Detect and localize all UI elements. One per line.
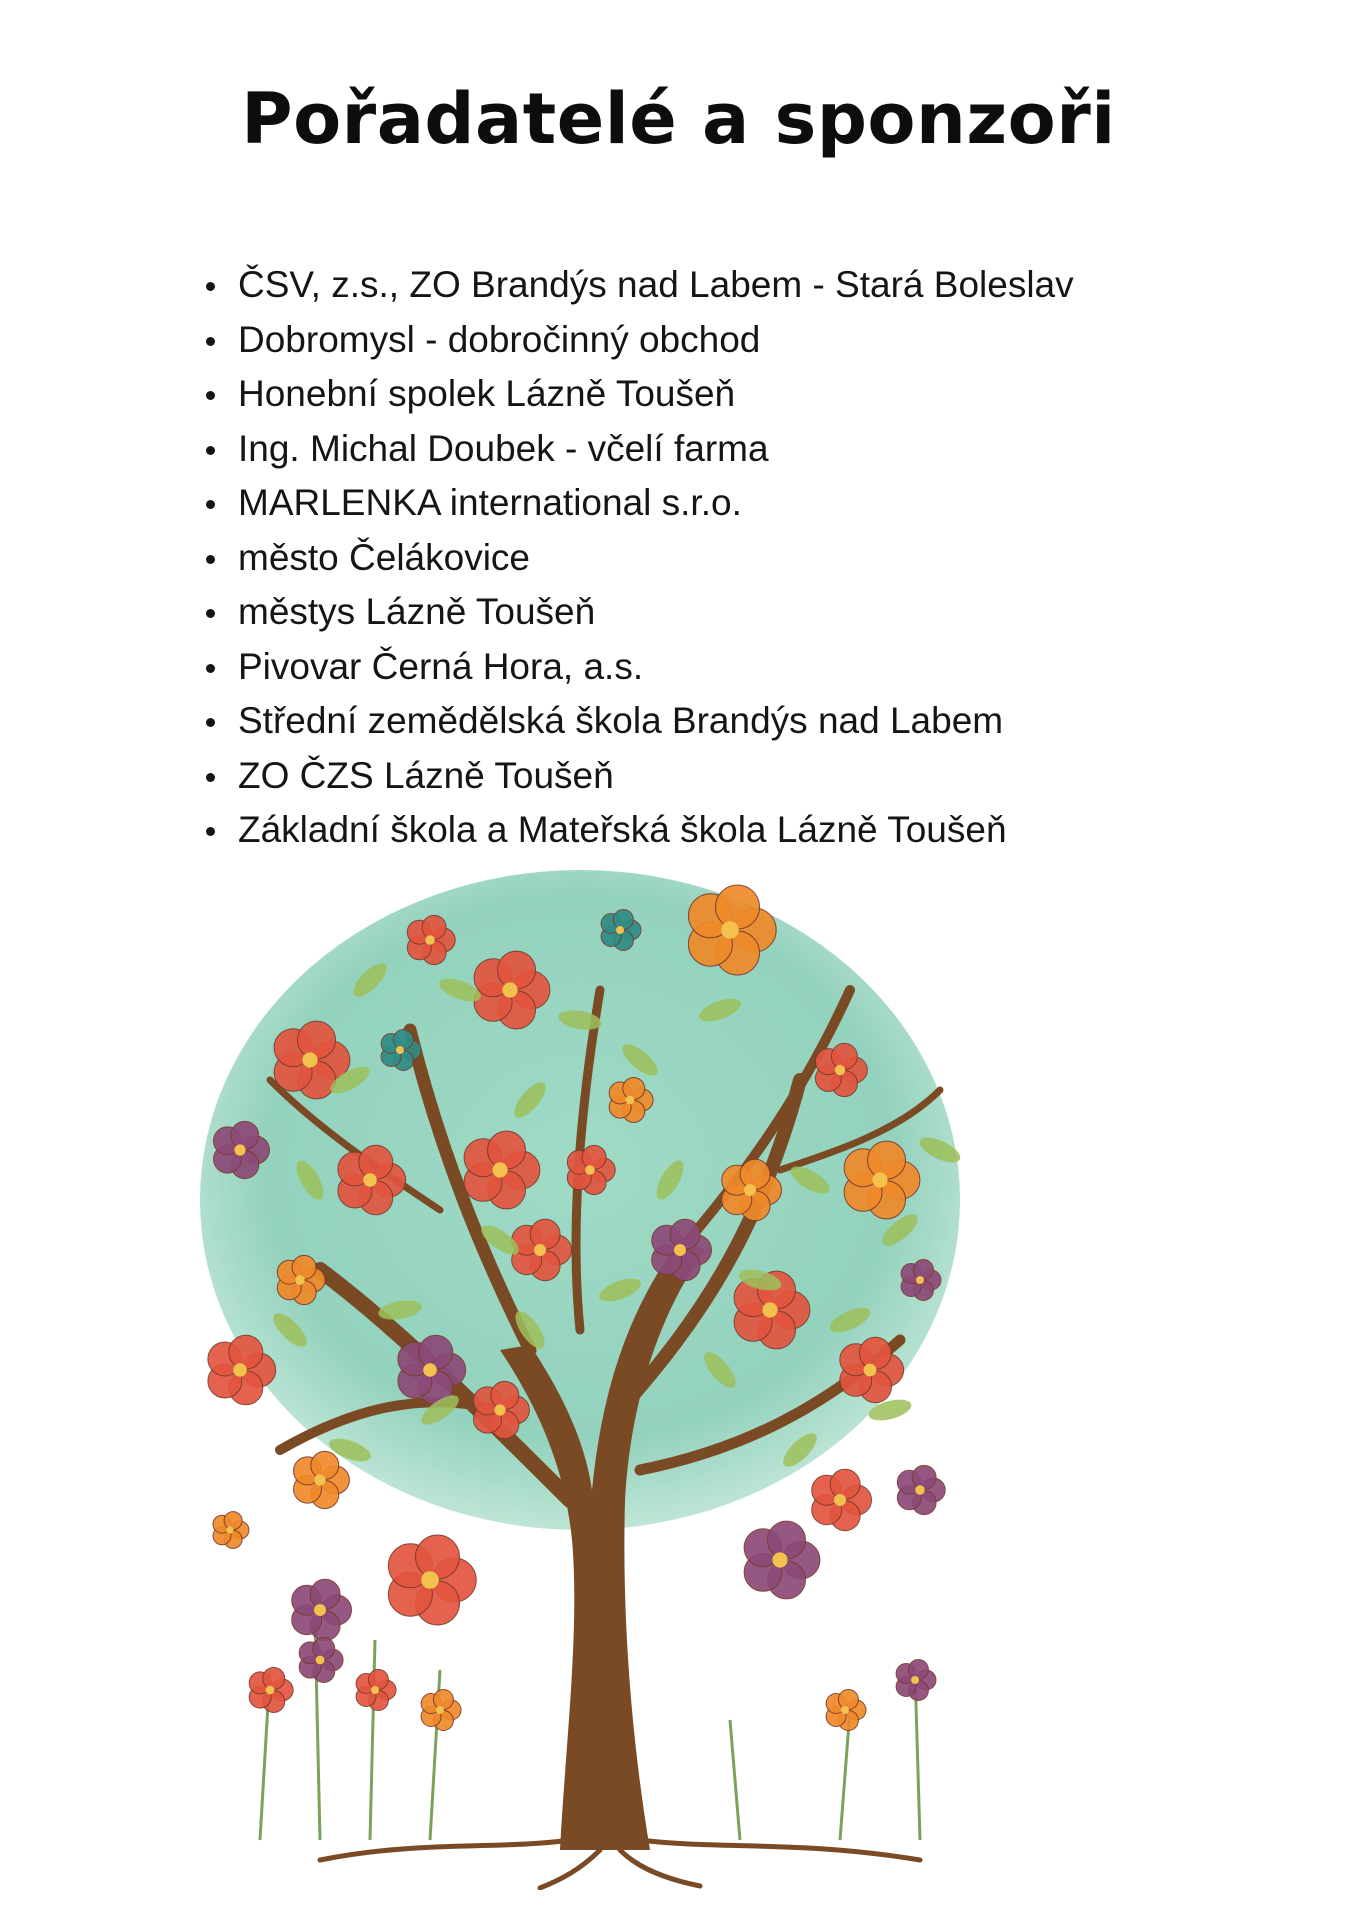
bullet-icon [206,664,215,673]
bullet-icon [206,609,215,618]
flower-icon [826,1690,866,1731]
bullet-icon [206,827,215,836]
flower-icon [896,1660,936,1701]
flower-icon [744,1521,820,1599]
page-title: Pořadatelé a sponzoři [241,78,1116,160]
tree-illustration [200,850,1100,1890]
bullet-icon [206,718,215,727]
list-item [206,476,1074,531]
flower-icon [299,1638,343,1683]
sponsor-label: Dobromysl - dobročinný obchod [238,318,761,360]
bullet-icon [206,337,215,346]
sponsor-label: MARLENKA international s.r.o. [238,482,742,523]
sponsor-label: Pivovar Černá Hora, a.s. [238,645,644,687]
bullet-icon [206,446,215,455]
sponsor-label: Střední zemědělská škola Brandýs nad Labem [238,700,1004,741]
flower-icon [249,1668,293,1713]
sponsor-label: Základní škola a Mateřská škola Lázně Toušeň [238,809,1007,850]
bullet-icon [206,773,215,782]
bullet-icon [206,555,215,564]
list-item [206,258,1074,313]
tree-drawing [200,850,1100,1890]
flower-icon [356,1670,396,1711]
sponsor-label: Honební spolek Lázně Toušeň [238,373,736,414]
sponsor-list [206,258,1074,858]
flower-icon [897,1465,945,1514]
list-item [206,585,1074,640]
sponsor-label: město Čelákovice [238,536,531,578]
bullet-icon [206,500,215,509]
bullet-icon [206,391,215,400]
sponsor-label: ZO ČZS Lázně Toušeň [238,754,614,796]
flower-icon [213,1512,249,1549]
flower-icon [388,1535,476,1625]
list-item [206,422,1074,477]
sponsor-label: ČSV, z.s., ZO Brandýs nad Labem - Stará Boleslav [238,264,1074,305]
list-item [206,640,1074,695]
sponsor-label: Ing. Michal Doubek - včelí farma [238,427,769,469]
list-item [206,367,1074,422]
list-item [206,749,1074,804]
bullet-icon [206,282,215,291]
flower-icon [292,1579,352,1640]
list-item [206,313,1074,368]
flower-icon [421,1690,461,1731]
flower-icon [812,1469,872,1530]
list-item [206,694,1074,749]
sponsor-label: městys Lázně Toušeň [238,591,596,632]
flower-icon [294,1451,350,1508]
list-item [206,531,1074,586]
